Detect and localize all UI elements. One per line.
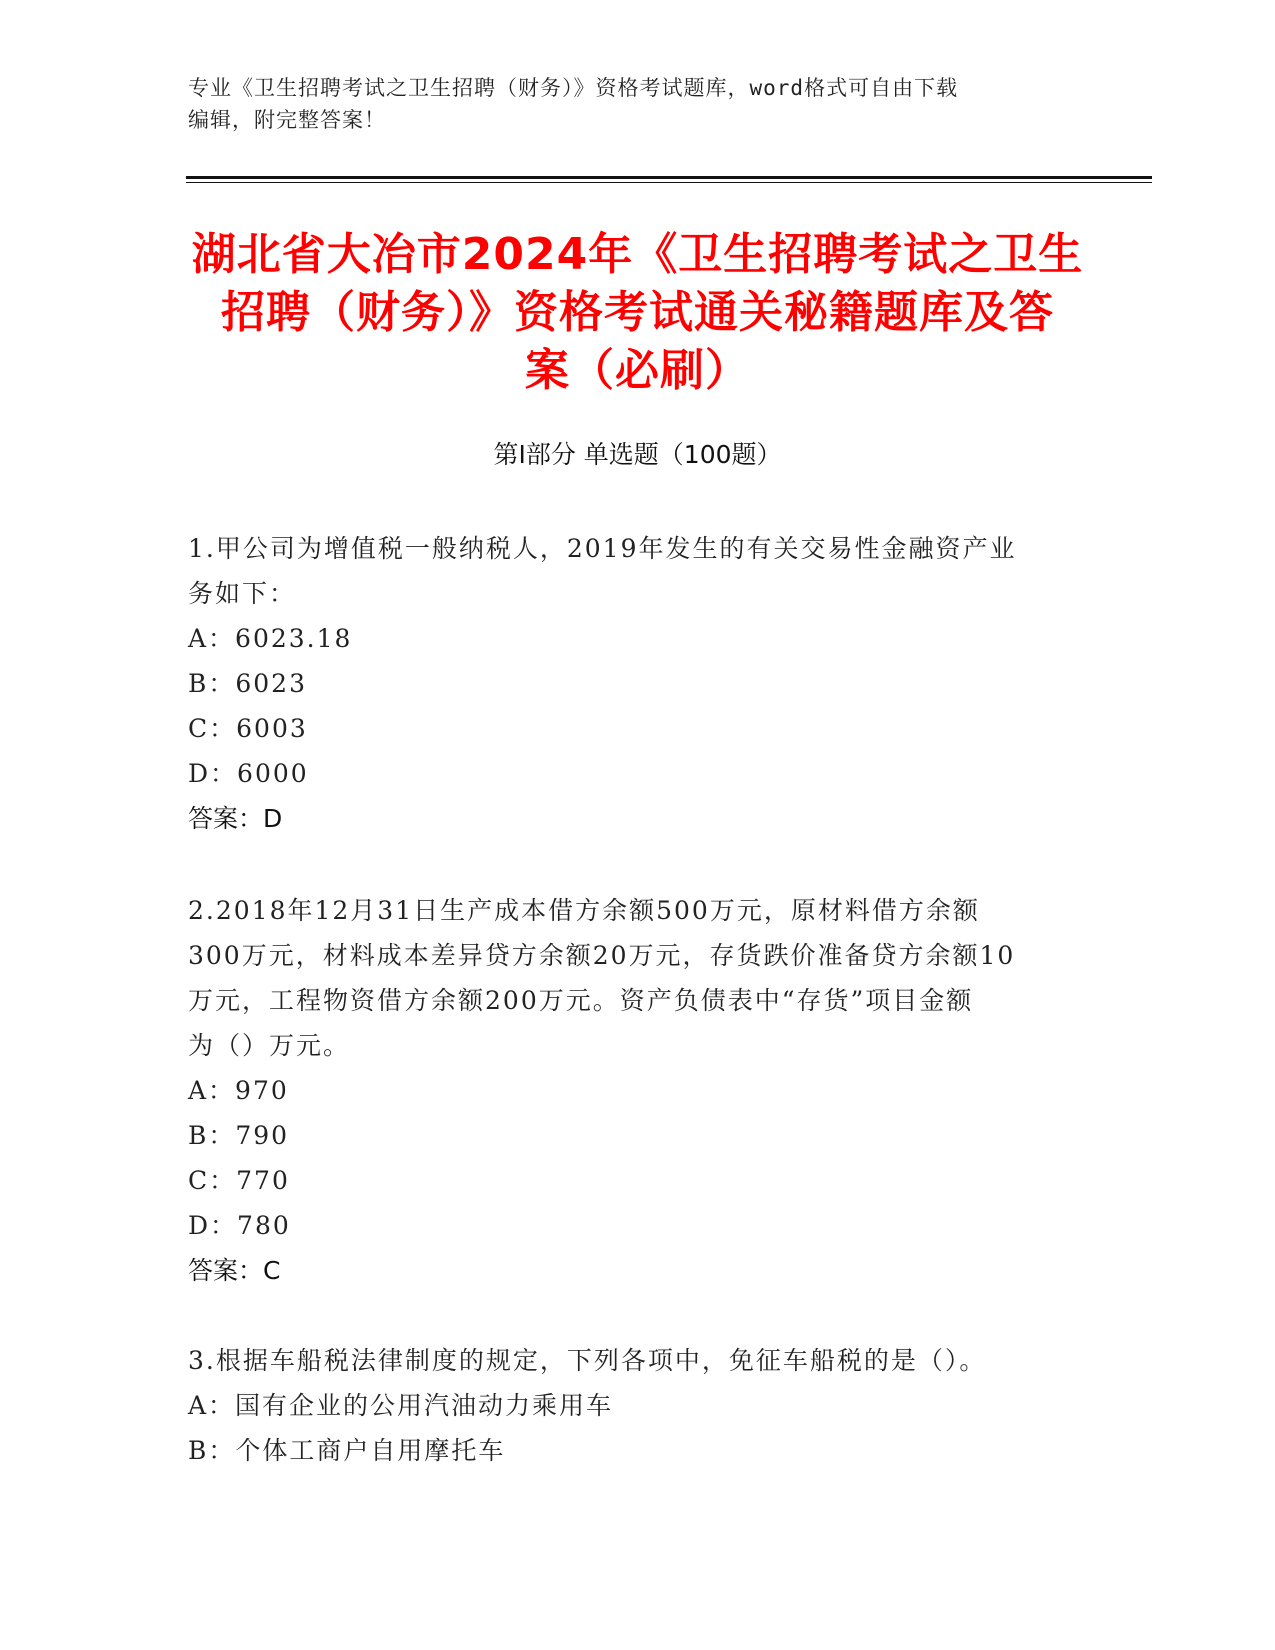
- question-1: [188, 526, 1088, 841]
- question-stem: [188, 1338, 1088, 1383]
- question-stem: [188, 526, 1088, 616]
- option-a: A：970: [188, 1076, 289, 1105]
- header-divider-thick: [186, 176, 1152, 179]
- question-2: [188, 888, 1088, 1293]
- answer: 答案：C: [188, 1256, 281, 1285]
- option-b: B：个体工商户自用摩托车: [188, 1436, 506, 1465]
- document-title-line-2: 招聘（财务）》资格考试通关秘籍题库及答: [221, 287, 1054, 338]
- question-stem-line: 300万元，材料成本差异贷方余额20万元，存货跌价准备贷方余额10: [188, 941, 1016, 970]
- option-d: D：780: [188, 1211, 291, 1240]
- question-3: [188, 1338, 1088, 1473]
- question-stem-line: 务如下：: [188, 579, 297, 608]
- option-b: B：790: [188, 1121, 290, 1150]
- document-title: [150, 226, 1125, 400]
- document-title-line-3: 案（必刷）: [525, 345, 750, 396]
- header-divider-thin: [186, 182, 1152, 183]
- option-b: B：6023: [188, 669, 307, 698]
- document-title-line-1: 湖北省大冶市2024年《卫生招聘考试之卫生: [191, 229, 1084, 280]
- option-c: C：770: [188, 1166, 290, 1195]
- answer: 答案：D: [188, 804, 283, 833]
- header-note-line-1: 专业《卫生招聘考试之卫生招聘（财务）》资格考试题库，word格式可自由下载: [188, 76, 959, 100]
- question-stem-line: 2.2018年12月31日生产成本借方余额500万元，原材料借方余额: [188, 896, 980, 925]
- option-a: A：6023.18: [188, 624, 353, 653]
- question-stem: [188, 888, 1088, 1068]
- header-note: [188, 72, 1088, 136]
- question-stem-line: 为（）万元。: [188, 1031, 351, 1060]
- header-note-line-2: 编辑，附完整答案！: [188, 108, 386, 132]
- section-heading: 第Ⅰ部分 单选题（100题）: [493, 440, 782, 469]
- question-stem-line: 3.根据车船税法律制度的规定，下列各项中，免征车船税的是（）。: [188, 1346, 987, 1375]
- option-a: A：国有企业的公用汽油动力乘用车: [188, 1391, 614, 1420]
- question-stem-line: 1.甲公司为增值税一般纳税人，2019年发生的有关交易性金融资产业: [188, 534, 1017, 563]
- option-d: D：6000: [188, 759, 309, 788]
- question-stem-line: 万元，工程物资借方余额200万元。资产负债表中“存货”项目金额: [188, 986, 974, 1015]
- option-c: C：6003: [188, 714, 308, 743]
